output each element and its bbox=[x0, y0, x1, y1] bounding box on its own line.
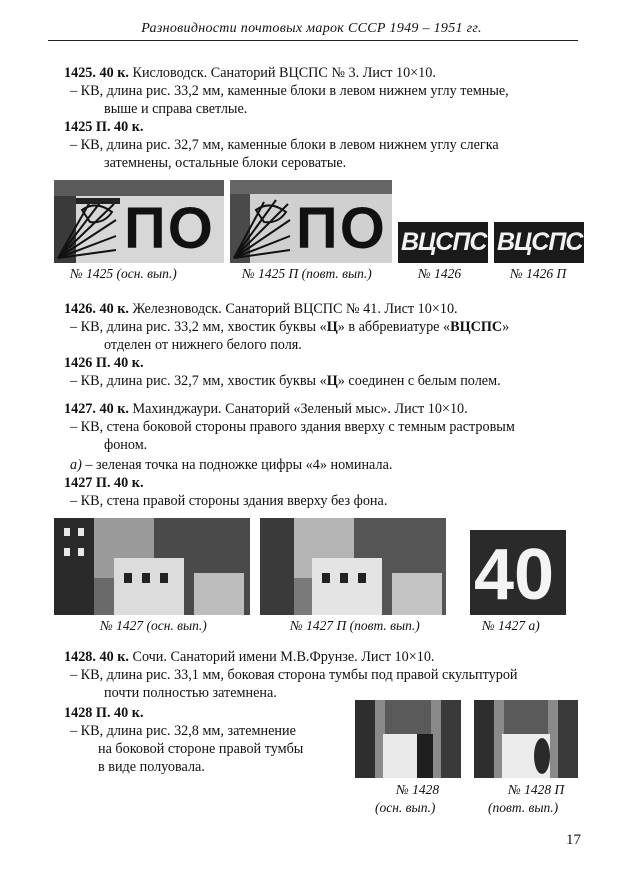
entry-1426-title: 1426. 40 к. Железноводск. Санаторий ВЦСПС № 41. Лист 10×10. bbox=[64, 301, 458, 317]
running-header: Разновидности почтовых марок СССР 1949 – 1951 гг. bbox=[141, 21, 482, 36]
entry-1427-desc-2: фоном. bbox=[104, 437, 148, 453]
entry-1428p-desc-3: в виде полуовала. bbox=[98, 759, 205, 775]
entry-1428-desc-2: почти полностью затемнена. bbox=[104, 685, 277, 701]
caption-1425: № 1425 (осн. вып.) bbox=[70, 266, 177, 281]
photo-1425p-text: ПО bbox=[296, 196, 387, 261]
photo-1428p bbox=[474, 700, 578, 778]
entry-1426p-title: 1426 П. 40 к. bbox=[64, 355, 144, 371]
entry-1428p-desc-2: на боковой стороне правой тумбы bbox=[98, 741, 304, 757]
building-photo-icon bbox=[54, 518, 250, 615]
caption-1428p-num: № 1428 П bbox=[508, 782, 565, 797]
caption-1428-note: (осн. вып.) bbox=[375, 800, 436, 815]
photo-1426p bbox=[494, 222, 584, 263]
photo-1426-text: ВЦСПС bbox=[401, 228, 487, 256]
photo-1425p bbox=[230, 180, 392, 263]
photo-1428 bbox=[355, 700, 461, 778]
caption-1427: № 1427 (осн. вып.) bbox=[100, 618, 207, 633]
entry-1425-desc-1: – КВ, длина рис. 33,2 мм, каменные блоки в левом нижнем углу темные, bbox=[70, 83, 509, 99]
photo-1427 bbox=[54, 518, 250, 615]
caption-1426: № 1426 bbox=[418, 266, 462, 281]
entry-1428p-desc-1: – КВ, длина рис. 32,8 мм, затемнение bbox=[70, 723, 296, 739]
entry-1426-desc-1: – КВ, длина рис. 33,2 мм, хвостик буквы «Ц» в аббревиатуре «ВЦСПС» bbox=[70, 319, 510, 335]
entry-1425p-desc-1: – КВ, длина рис. 32,7 мм, каменные блоки в левом нижнем углу слегка bbox=[70, 137, 499, 153]
entry-1427-title: 1427. 40 к. Махинджаури. Санаторий «Зеленый мыс». Лист 10×10. bbox=[64, 401, 468, 417]
photo-1427a-text: 40 bbox=[474, 535, 555, 615]
entry-1427-desc-1: – КВ, стена боковой стороны правого здания вверху с темным растровым bbox=[70, 419, 515, 435]
entry-1426-desc-2: отделен от нижнего белого поля. bbox=[104, 337, 302, 353]
entry-1425p-title: 1425 П. 40 к. bbox=[64, 119, 144, 135]
entry-1427-variant-a: а) – зеленая точка на подножке цифры «4» номинала. bbox=[70, 457, 393, 473]
photo-1427p bbox=[260, 518, 446, 615]
entry-1428p-title: 1428 П. 40 к. bbox=[64, 705, 144, 721]
caption-1428-num: № 1428 bbox=[396, 782, 440, 797]
photo-1425-text: ПО bbox=[124, 196, 215, 261]
page-number: 17 bbox=[566, 832, 581, 848]
building-photo-icon bbox=[260, 518, 446, 615]
photo-1426 bbox=[398, 222, 488, 263]
sculpture-pedestal-icon bbox=[474, 700, 578, 778]
header-rule bbox=[48, 40, 578, 41]
photo-1426p-text: ВЦСПС bbox=[497, 228, 583, 256]
entry-1427p-title: 1427 П. 40 к. bbox=[64, 475, 144, 491]
caption-1426p: № 1426 П bbox=[510, 266, 567, 281]
sculpture-pedestal-icon bbox=[355, 700, 461, 778]
caption-1427p: № 1427 П (повт. вып.) bbox=[290, 618, 420, 633]
entry-1425p-desc-2: затемнены, остальные блоки сероватые. bbox=[104, 155, 347, 171]
caption-1427a: № 1427 а) bbox=[482, 618, 540, 633]
entry-1425-title: 1425. 40 к. Кисловодск. Санаторий ВЦСПС № 3. Лист 10×10. bbox=[64, 65, 436, 81]
photo-1427a bbox=[470, 530, 566, 615]
entry-1428-desc-1: – КВ, длина рис. 33,1 мм, боковая сторона тумбы под правой скульптурой bbox=[70, 667, 518, 683]
caption-1428p-note: (повт. вып.) bbox=[488, 800, 559, 815]
entry-1427p-desc: – КВ, стена правой стороны здания вверху без фона. bbox=[70, 493, 388, 509]
entry-1426p-desc: – КВ, длина рис. 32,7 мм, хвостик буквы «Ц» соединен с белым полем. bbox=[70, 373, 501, 389]
entry-1428-title: 1428. 40 к. Сочи. Санаторий имени М.В.Фрунзе. Лист 10×10. bbox=[64, 649, 435, 665]
photo-1425 bbox=[54, 180, 224, 263]
entry-1425-desc-2: выше и справа светлые. bbox=[104, 101, 248, 117]
caption-1425p: № 1425 П (повт. вып.) bbox=[242, 266, 372, 281]
